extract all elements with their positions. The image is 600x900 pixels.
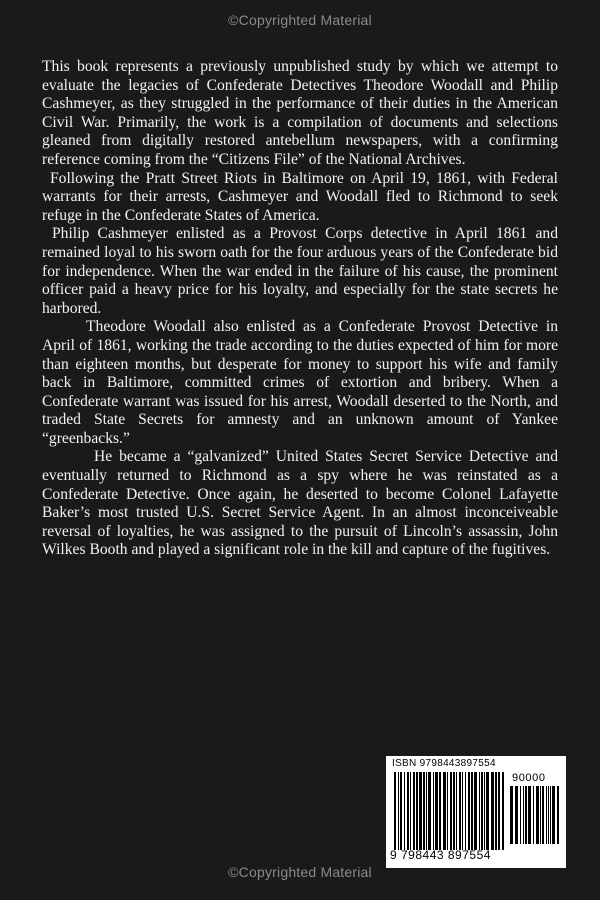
paragraph-1: This book represents a previously unpublished study by which we attempt to evaluate the legacies of Confederate Detectives Theodore Woodall and Philip Cashmeyer, as they struggled in the performance of their duties in the American Civil War. Primarily, the work is a compilation of documents and selections gleaned from digitally restored antebellum newspapers, with a confirming reference coming from the “Citizens File” of the National Archives. bbox=[42, 58, 558, 168]
isbn-barcode bbox=[386, 756, 566, 868]
paragraph-5: He became a “galvanized” United States Secret Service Detective and eventually returned to Richmond as a spy where he was reinstated as a Confederate Detective. Once again, he deserted to become Colonel Lafayette Baker’s most trusted U.S. Secret Service Agent. In an almost inconceiveable reversal of loyalties, he was assigned to the pursuit of Lincoln’s assassin, John Wilkes Booth and played a significant role in the kill and capture of the fugitives. bbox=[42, 448, 558, 559]
back-cover-blurb bbox=[42, 58, 558, 560]
paragraph-3: Philip Cashmeyer enlisted as a Provost Corps detective in April 1861 and remained loyal to his sworn oath for the four arduous years of the Confederate bid for independence. When the war ended in the failure of his cause, the prominent officer paid a heavy price for his loyalty, and especially for the state secrets he harbored. bbox=[42, 225, 558, 317]
isbn-label: ISBN 9798443897554 bbox=[392, 758, 496, 769]
price-code: 90000 bbox=[512, 772, 546, 784]
addon-barcode-bars bbox=[510, 786, 560, 844]
ean-barcode-bars bbox=[394, 772, 506, 850]
barcode-digits: 9 798443 897554 bbox=[390, 848, 491, 862]
paragraph-2: Following the Pratt Street Riots in Baltimore on April 19, 1861, with Federal warrants for their arrests, Cashmeyer and Woodall fled to Richmond to seek refuge in the Confederate States of America. bbox=[42, 169, 558, 224]
paragraph-4: Theodore Woodall also enlisted as a Confederate Provost Detective in April of 1861, working the trade according to the duties expected of him for more than eighteen months, but desperate for money to support his wife and family back in Baltimore, committed crimes of extortion and bribery. When a Confederate warrant was issued for his arrest, Woodall deserted to the North, and traded State Secrets for amnesty and an unknown amount of Yankee “greenbacks.” bbox=[42, 318, 558, 447]
copyright-watermark-bottom: ©Copyrighted Material bbox=[228, 864, 372, 880]
copyright-watermark-top: ©Copyrighted Material bbox=[228, 12, 372, 28]
